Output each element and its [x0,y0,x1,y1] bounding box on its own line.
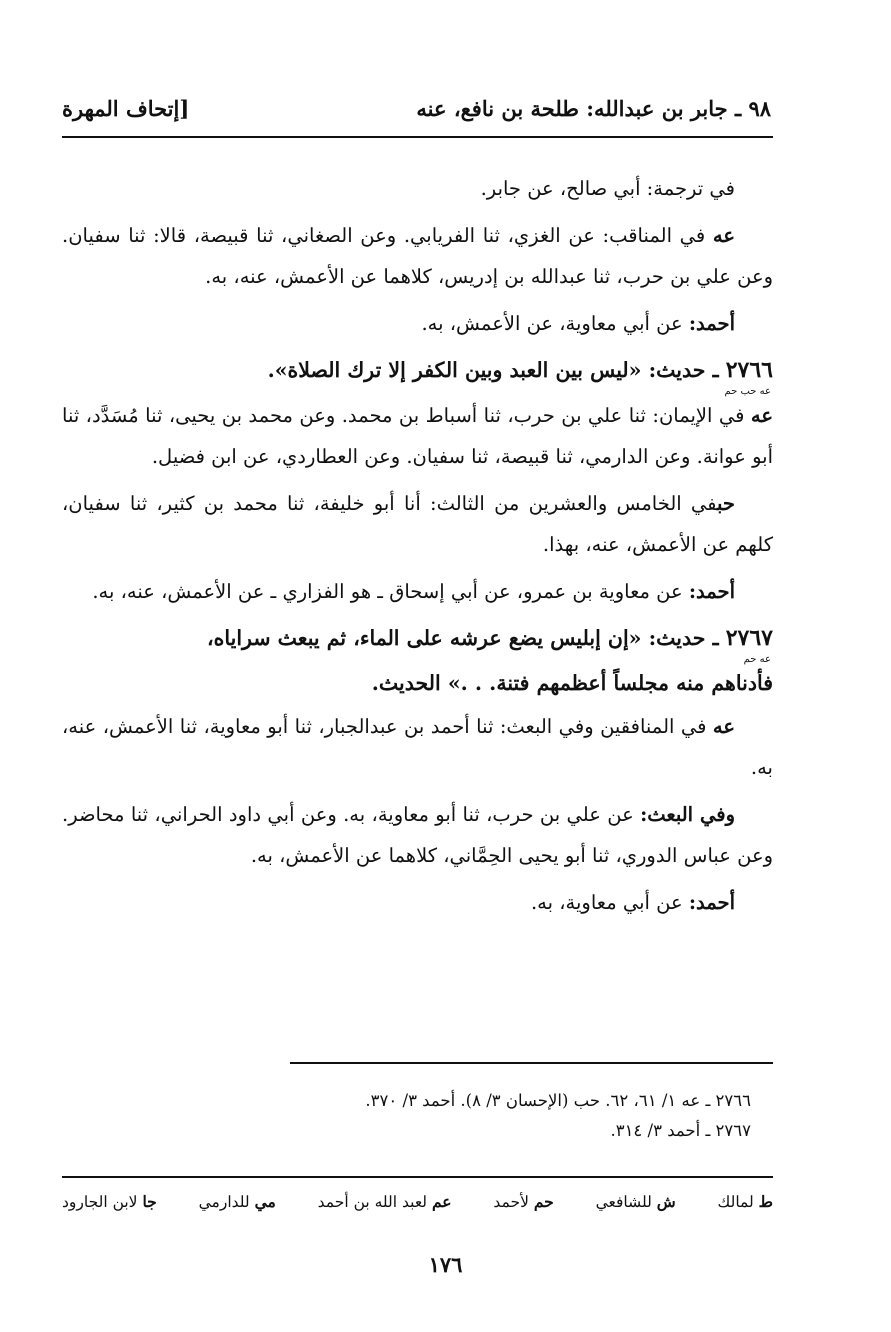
header-chapter-title: ٩٨ ـ جابر بن عبدالله: طلحة بن نافع، عنه [416,95,771,121]
footnotes [62,1086,751,1146]
source-label: عه [712,224,735,247]
abbreviation-item [199,1192,276,1211]
abbreviation-text: لعبد الله بن أحمد [317,1193,432,1211]
abbreviations-divider [62,1176,773,1178]
paragraph-text: في ترجمة: أبي صالح، عن جابر. [480,177,735,200]
hadith-text: فأدناهم منه مجلساً أعظمهم فتنة. . .» الحديث. [371,671,773,695]
paragraph-1 [62,168,773,209]
hadith-number: ٢٧٦٦ [725,357,773,383]
paragraph-text: في الإيمان: ثنا علي بن حرب، ثنا أسباط بن محمد. وعن محمد بن يحيى، ثنا مُسَدَّد، ثنا أبو عوانة. وعن الدارمي، ثنا قبيصة، ثنا سفيان. وعن العطاردي، عن ابن فضيل. [62,404,773,468]
source-label: عه [712,715,735,738]
paragraph-6 [62,571,773,612]
abbreviation-text: لابن الجارود [62,1193,143,1211]
header-book-title: [إتحاف المهرة [62,95,190,121]
paragraph-3 [62,303,773,344]
header-divider [62,136,773,138]
paragraph-text: عن أبي معاوية، به. [530,891,689,914]
source-label: أحمد: [688,312,735,335]
footnote: ٢٧٦٧ ـ أحمد ٣/ ٣١٤. [610,1121,751,1140]
paragraph-text: في المناقب: عن الغزي، ثنا الفريابي. وعن الصغاني، ثنا قبيصة، قالا: ثنا سفيان. وعن علي بن حرب، ثنا عبدالله بن إدريس، كلاهما عن الأعمش، عنه، به. [62,224,773,288]
main-text [62,168,773,929]
paragraph-text: عن علي بن حرب، ثنا أبو معاوية، به. وعن أبي داود الحراني، ثنا محاضر. وعن عباس الدوري، ثنا أبو يحيى الحِمَّاني، كلاهما عن الأعمش، به. [62,803,773,867]
abbreviations-key [62,1192,773,1211]
paragraph-4 [62,395,773,477]
footnotes-divider [290,1062,773,1064]
abbreviation-item [493,1192,553,1211]
abbreviation-code: ط [758,1192,773,1211]
abbreviation-item [596,1192,676,1211]
paragraph-8 [62,794,773,876]
hadith-text: ـ حديث: «إن إبليس يضع عرشه على الماء، ثم يبعث سراياه، [207,626,726,650]
abbreviation-code: مي [254,1192,276,1211]
paragraph-7 [62,706,773,788]
abbreviation-text: للدارمي [198,1193,255,1211]
source-label: حب [717,492,735,515]
running-header [62,88,771,128]
abbreviation-item [718,1192,773,1211]
abbreviation-item [318,1192,452,1211]
source-label: أحمد: [688,891,735,914]
abbreviation-code: ش [656,1192,676,1211]
source-label: عه [750,404,773,427]
paragraph-text: في المنافقين وفي البعث: ثنا أحمد بن عبدالجبار، ثنا أبو معاوية، ثنا الأعمش، عنه، به. [62,715,773,779]
hadith-sigla: عه حب حم [724,386,771,397]
hadith-2767-title [62,618,773,659]
source-label: أحمد: [688,580,735,603]
abbreviation-text: لأحمد [493,1193,534,1211]
abbreviation-code: جا [142,1192,157,1211]
abbreviation-text: للشافعي [595,1193,657,1211]
paragraph-text: عن أبي معاوية، عن الأعمش، به. [421,312,689,335]
paragraph-2 [62,215,773,297]
paragraph-text: في الخامس والعشرين من الثالث: أنا أبو خليفة، ثنا محمد بن كثير، ثنا سفيان، كلهم عن الأعمش، عنه، بهذا. [62,492,773,556]
abbreviation-text: لمالك [717,1193,759,1211]
abbreviation-code: حم [533,1192,554,1211]
hadith-2767-title-cont [62,663,773,704]
paragraph-9 [62,882,773,923]
hadith-text: ـ حديث: «ليس بين العبد وبين الكفر إلا ترك الصلاة». [267,358,726,382]
page-number: ١٧٦ [428,1252,463,1277]
paragraph-5 [62,483,773,565]
source-label: وفي البعث: [640,803,736,826]
footnote: ٢٧٦٦ ـ عه ١/ ٦١، ٦٢. حب (الإحسان ٣/ ٨). أحمد ٣/ ٣٧٠. [365,1091,751,1110]
paragraph-text: عن معاوية بن عمرو، عن أبي إسحاق ـ هو الفزاري ـ عن الأعمش، عنه، به. [92,580,689,603]
hadith-number: ٢٧٦٧ [725,625,773,651]
abbreviation-item [62,1192,157,1211]
hadith-2766-title [62,350,773,391]
hadith-sigla: عه حم [743,654,771,665]
abbreviation-code: عم [431,1192,452,1211]
